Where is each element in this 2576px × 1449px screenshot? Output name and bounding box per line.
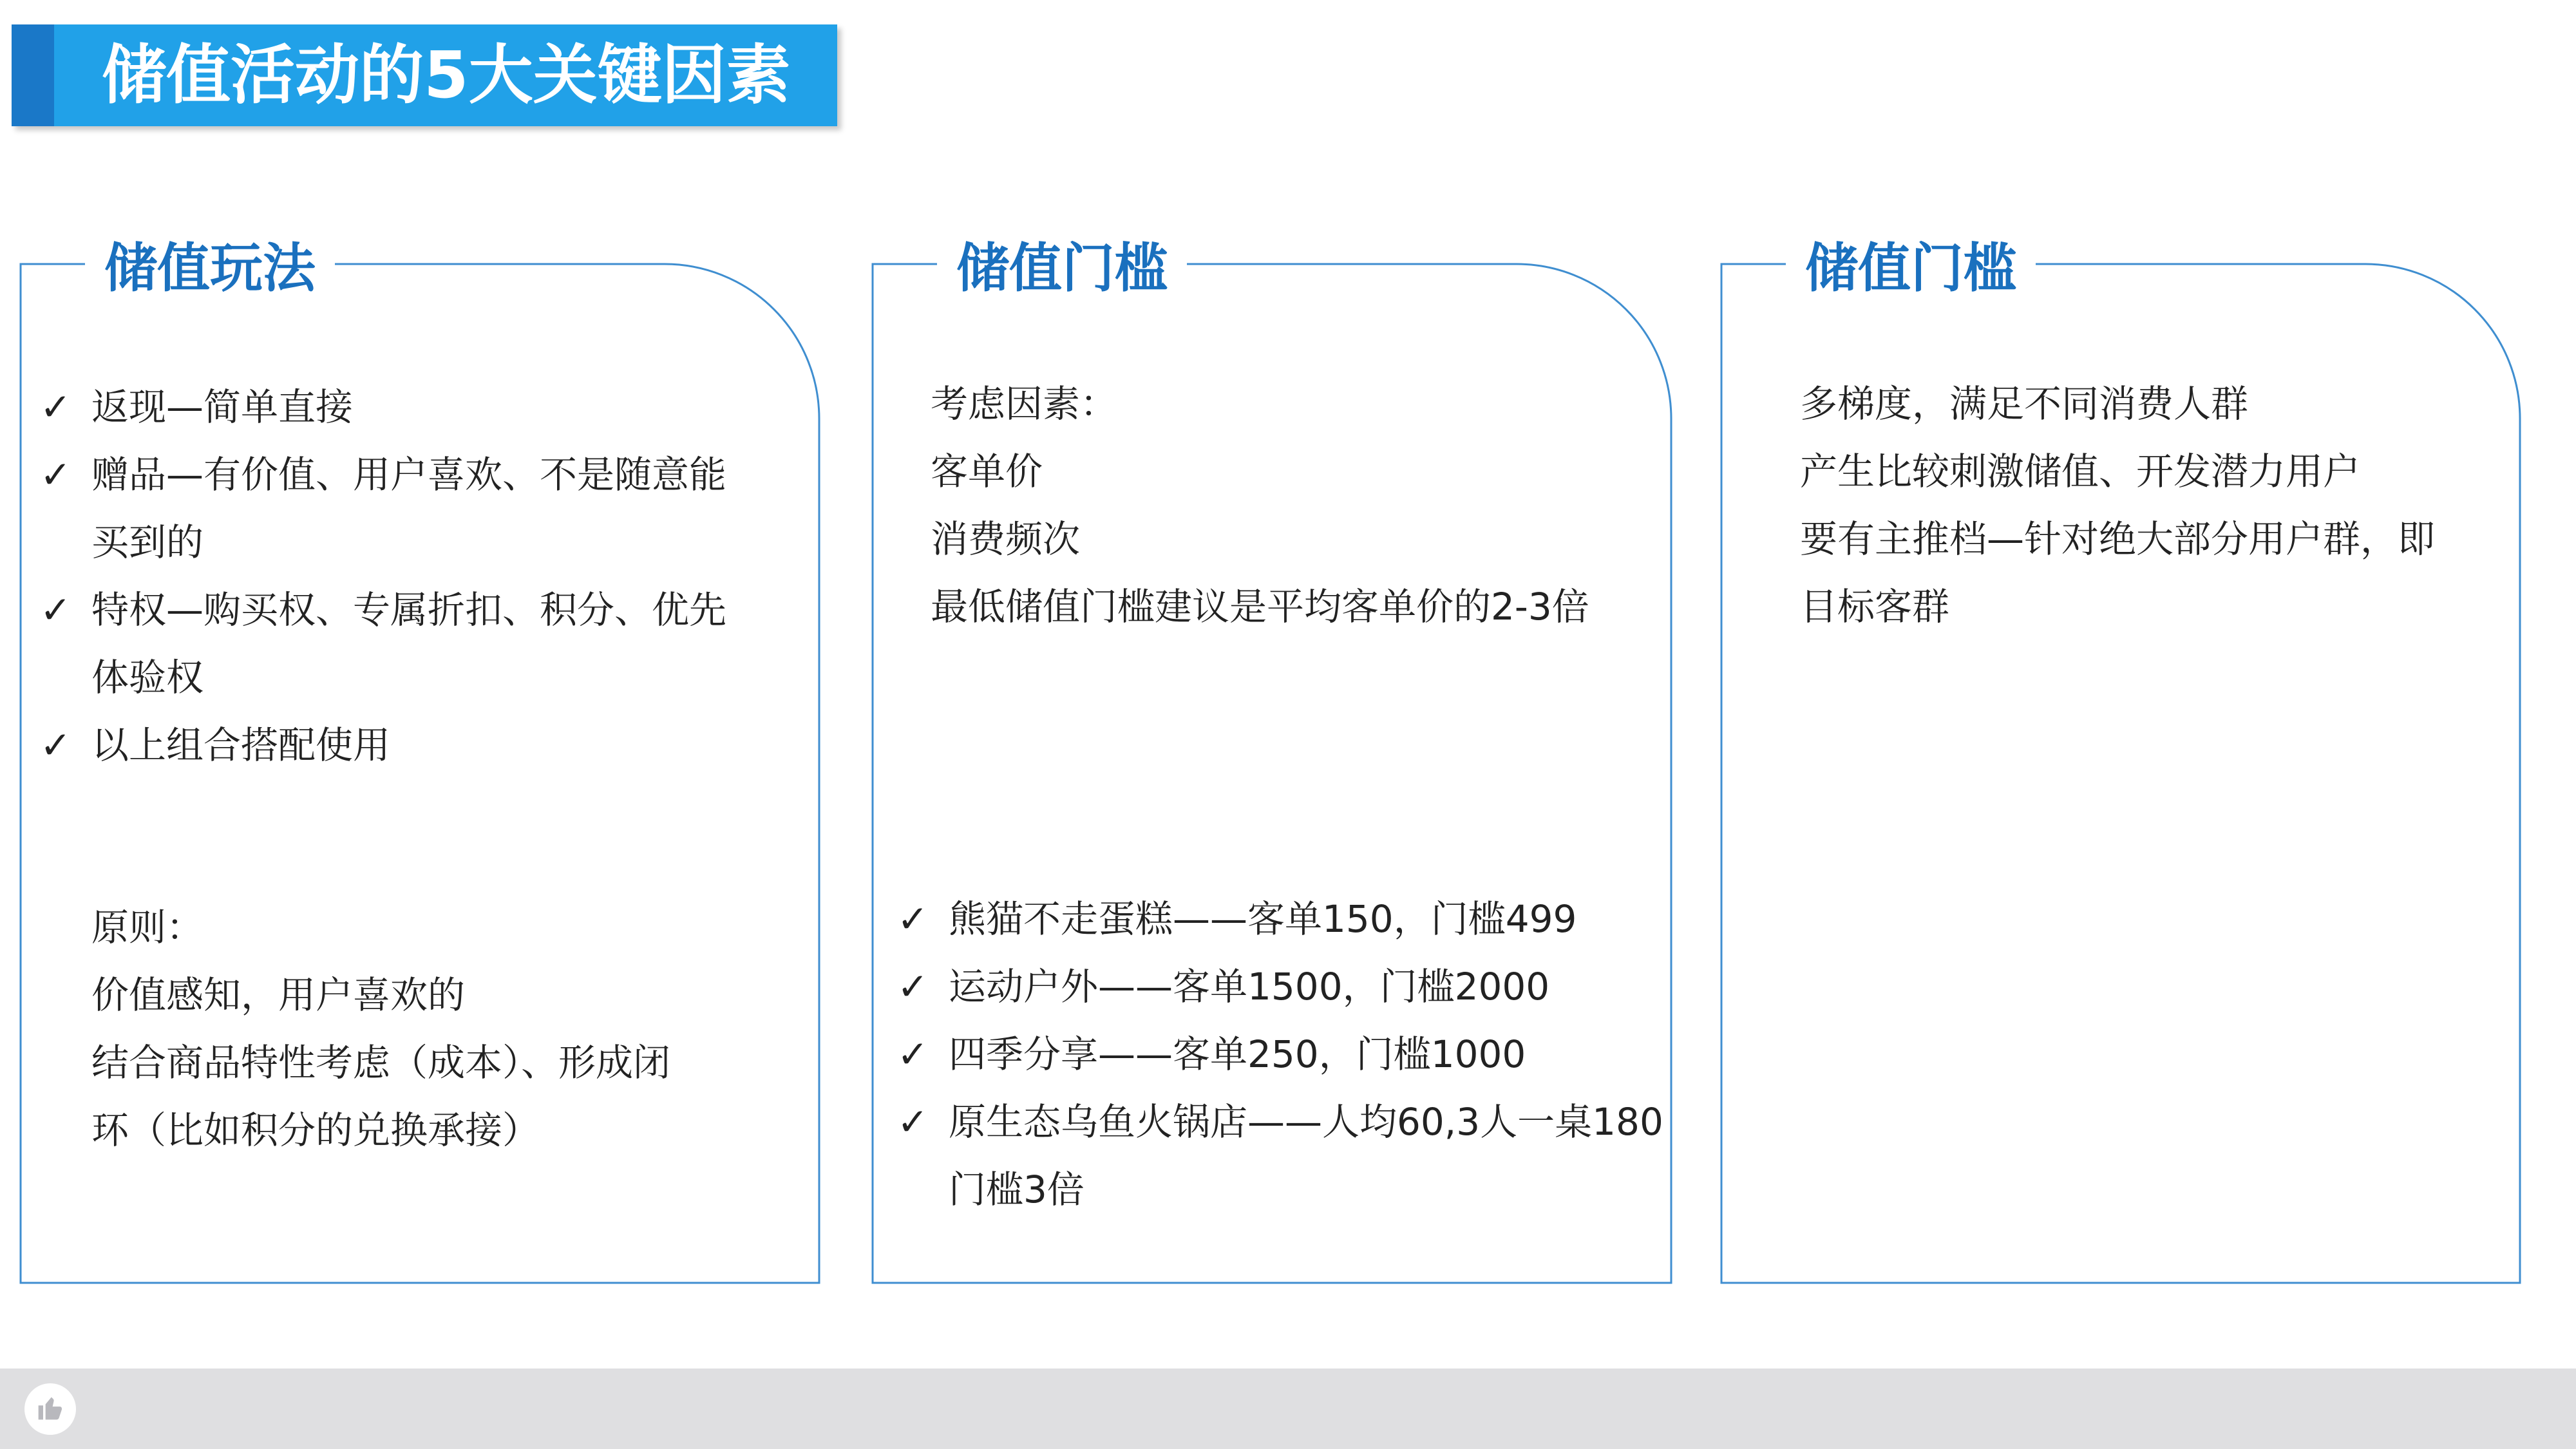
- text-line: 环（比如积分的兑换承接）: [91, 1108, 540, 1152]
- list-item: [40, 576, 727, 644]
- factors-list: [931, 370, 1589, 641]
- list-item: [40, 712, 726, 779]
- panel-heading: 储值玩法: [85, 227, 335, 302]
- list-item-text: 以上组合搭配使用: [91, 723, 391, 767]
- check-icon: ✓: [40, 588, 71, 632]
- check-icon: ✓: [897, 1032, 929, 1076]
- list-item-continuation: [91, 509, 726, 576]
- check-icon: ✓: [897, 965, 929, 1009]
- notes-list: [1800, 370, 2435, 641]
- list-item-continuation: [91, 644, 726, 712]
- list-item-continuation: [949, 1156, 1663, 1224]
- check-icon: ✓: [40, 723, 71, 767]
- check-icon: ✓: [897, 1100, 929, 1144]
- check-icon: ✓: [40, 453, 71, 497]
- list-item-text: 原生态乌鱼火锅店——人均60,3人一桌180: [949, 1100, 1663, 1144]
- check-icon: ✓: [40, 385, 71, 429]
- panel-threshold-tiers: [1721, 238, 2520, 1283]
- page-title: 储值活动的5大关键因素: [102, 37, 791, 113]
- examples-list: [897, 886, 1663, 1224]
- list-item-text: 买到的: [91, 520, 204, 564]
- text-line: 原则：: [91, 905, 204, 949]
- list-item: [40, 374, 726, 441]
- text-line: 目标客群: [1800, 585, 1950, 629]
- text-line: 最低储值门槛建议是平均客单价的2-3倍: [931, 585, 1589, 629]
- principles-list: [91, 894, 670, 1164]
- list-item-text: 门槛3倍: [949, 1168, 1084, 1211]
- list-item-text: 运动户外——客单1500，门槛2000: [949, 965, 1550, 1009]
- footer-bar: [0, 1368, 2576, 1449]
- text-line: 多梯度，满足不同消费人群: [1800, 382, 2249, 426]
- text-line: 客单价: [931, 450, 1043, 493]
- check-icon: ✓: [897, 897, 929, 941]
- text-line: 消费频次: [931, 517, 1081, 561]
- list-item: [897, 1021, 1663, 1088]
- panel-stored-value-threshold: [873, 238, 1671, 1283]
- list-item-text: 特权—购买权、专属折扣、积分、优先: [91, 588, 727, 632]
- panel-stored-value-play: [21, 238, 819, 1283]
- thumbs-up-icon: [36, 1394, 64, 1422]
- list-item: [897, 1088, 1663, 1156]
- text-line: 价值感知，用户喜欢的: [91, 973, 466, 1017]
- text-line: 考虑因素：: [931, 382, 1118, 426]
- list-item-text: 熊猫不走蛋糕——客单150，门槛499: [949, 897, 1577, 941]
- method-list: [40, 374, 727, 779]
- list-item-text: 赠品—有价值、用户喜欢、不是随意能: [91, 453, 727, 497]
- title-banner: [12, 24, 837, 126]
- panel-heading: 储值门槛: [1786, 227, 2036, 302]
- text-line: 结合商品特性考虑（成本）、形成闭: [91, 1041, 671, 1084]
- list-item-text: 返现—简单直接: [91, 385, 354, 429]
- text-line: 要有主推档—针对绝大部分用户群，即: [1800, 517, 2436, 561]
- list-item: [897, 886, 1663, 953]
- list-item: [897, 953, 1663, 1021]
- title-accent-strip: [12, 24, 54, 126]
- list-item-text: 体验权: [91, 656, 204, 699]
- text-line: 产生比较刺激储值、开发潜力用户: [1800, 450, 2361, 493]
- like-button[interactable]: [24, 1383, 76, 1435]
- list-item: [40, 441, 727, 509]
- panel-heading: 储值门槛: [937, 227, 1187, 302]
- list-item-text: 四季分享——客单250，门槛1000: [949, 1032, 1526, 1076]
